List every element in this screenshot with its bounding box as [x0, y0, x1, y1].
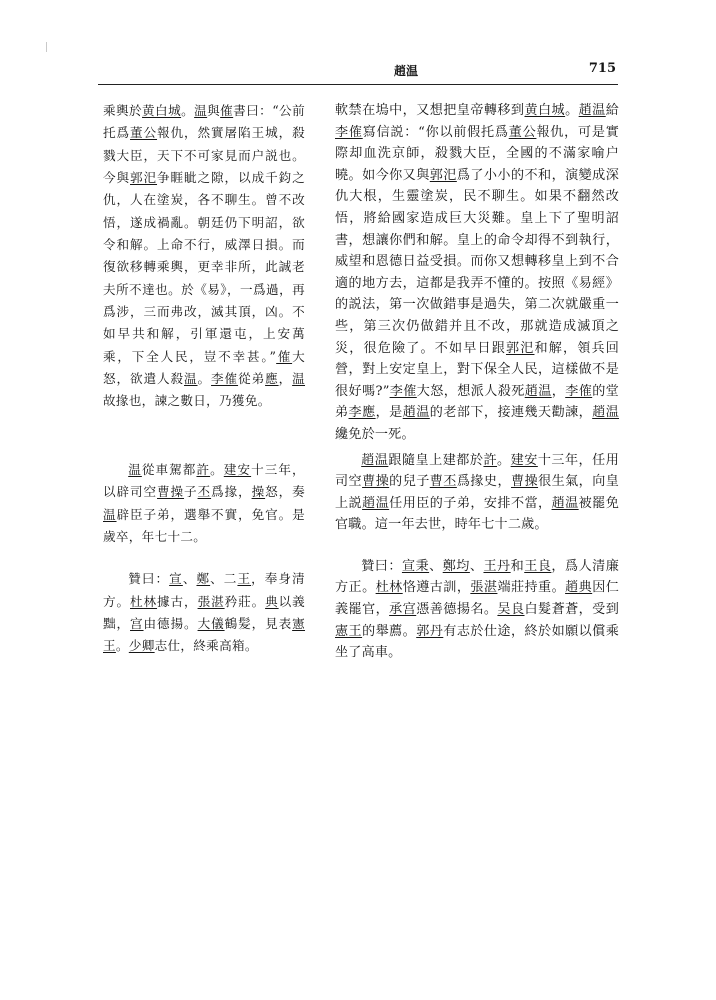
text-run: 子 — [184, 484, 198, 500]
translation-paragraph-2 — [335, 450, 619, 536]
running-header — [98, 62, 618, 85]
text-run: 爲了小小的不和，演變成深仇大根，生靈塗炭，民不聊生。如果不翻然改悟，將給國家造成巨大災難。皇上下了聖明詔書，想讓你們和解。皇上的命令却得不到執行，威望和恩德日益受損。而你又想轉移皇上到不合適的地方去，這都是我弄不懂的。按照《易經》的説法，第一次做錯事是過失，第二次就嚴重一些，第三次仍做錯并且不改，那就造成滅頂之災，很危險了。不如早日跟 — [335, 167, 619, 356]
page-number: 715 — [588, 61, 616, 76]
text-run: 恪遵古訓， — [402, 580, 471, 596]
text-run: 鶴髪，見表 — [224, 615, 293, 631]
text-run: 很生氣，向皇上説 — [335, 474, 620, 511]
text-run: 以義黜， — [103, 593, 306, 631]
translation-column — [335, 100, 619, 664]
text-run: 。 — [115, 638, 129, 654]
proper-name: 李傕 — [565, 383, 593, 399]
proper-name: 温 — [128, 461, 142, 477]
proper-name: 承宫 — [389, 602, 417, 618]
proper-name: 曹操 — [157, 484, 185, 500]
text-run: 。 — [565, 103, 579, 118]
proper-name: 郭汜 — [505, 340, 535, 356]
text-run: 和解，領兵回營，對上安定皇上，對下保全人民，這樣做不是很好嗎?” — [335, 340, 619, 399]
text-run: 贊曰： — [128, 571, 170, 587]
text-run: 寫信説：“你以前假托爲 — [362, 124, 509, 140]
text-run: 。 — [497, 452, 511, 468]
text-run: 十三年，任用司空 — [335, 452, 620, 490]
proper-name: 大儀 — [197, 615, 225, 631]
text-run: 、二 — [210, 571, 238, 587]
proper-name: 林 — [143, 593, 158, 609]
text-run: 給 — [605, 103, 620, 118]
text-run: 、 — [182, 571, 197, 587]
text-run: 贊曰： — [361, 558, 402, 574]
text-run: 故掾也，諫之數日，乃獲免。 — [103, 393, 271, 409]
classical-paragraph-2 — [103, 459, 305, 548]
text-run: 與 — [207, 103, 221, 118]
proper-name: 宫 — [130, 615, 144, 631]
proper-name: 鄭均 — [442, 558, 470, 574]
text-run: 的舉薦。 — [362, 623, 417, 639]
proper-name: 趙温 — [551, 495, 579, 511]
proper-name: 建安 — [223, 461, 252, 477]
proper-name: 趙典 — [565, 580, 593, 596]
proper-name: 曹操 — [362, 474, 390, 490]
text-run: 大怒，欲遣人殺 — [103, 348, 305, 387]
text-run: 軟禁在塢中，又想把皇帝轉移到 — [335, 103, 525, 118]
proper-name: 郭汜 — [429, 167, 457, 183]
text-run: 。 — [197, 371, 212, 387]
proper-name: 温 — [292, 371, 306, 387]
proper-name: 黄白城 — [524, 103, 566, 118]
proper-name: 李傕 — [389, 383, 417, 399]
proper-name: 曹丕 — [429, 474, 457, 490]
text-run: 乘輿於 — [103, 103, 143, 118]
text-run: 十三年，以辟司空 — [103, 461, 305, 500]
text-run: 任用臣的子弟，安排不當， — [389, 495, 552, 511]
text-run: 。 — [210, 461, 224, 477]
proper-name: 董公 — [508, 124, 537, 140]
proper-name: 郭丹 — [416, 623, 444, 639]
text-run: 從車駕都 — [141, 461, 197, 477]
proper-name: 宣 — [169, 571, 183, 587]
proper-name: 憲王 — [103, 615, 306, 654]
text-run: 因仁義罷官， — [335, 580, 620, 618]
proper-name: 張湛 — [470, 580, 498, 596]
text-run: 爲掾， — [211, 484, 252, 500]
proper-name: 郭汜 — [130, 170, 158, 186]
text-run: 據古， — [157, 593, 198, 609]
proper-name: 李傕 — [211, 371, 239, 387]
text-run: ， — [278, 371, 293, 387]
text-run: 由德揚。 — [143, 615, 198, 631]
proper-name: 趙温 — [361, 452, 389, 468]
proper-name: 王良 — [524, 558, 552, 574]
proper-name: 傕 — [220, 103, 234, 118]
proper-name: 許 — [196, 461, 211, 477]
proper-name: 趙温 — [578, 103, 606, 118]
running-title: 趙温 — [394, 64, 419, 78]
proper-name: 董公 — [130, 125, 158, 141]
proper-name: 傕 — [276, 348, 293, 364]
text-run: 的兒子 — [389, 474, 430, 490]
text-run: 有志於仕途，終於如願以償乘坐了高車。 — [335, 623, 619, 661]
proper-name: 吴良 — [497, 602, 525, 618]
classical-paragraph-1 — [103, 100, 305, 413]
text-run: 怒，奏 — [265, 484, 305, 500]
proper-name: 宣秉 — [401, 558, 430, 574]
text-run: 矜莊。 — [224, 593, 266, 609]
proper-name: 應 — [265, 371, 279, 387]
proper-name: 黄白城 — [142, 103, 182, 118]
text-run: ，奉身清方。 — [103, 571, 305, 609]
proper-name: 鄭 — [196, 571, 211, 587]
proper-name: 王 — [237, 571, 252, 587]
text-run: 報仇，然實屠陷王城，殺戮大臣，天下不可家見而户説也。今與 — [103, 125, 305, 186]
proper-name: 杜 — [130, 593, 144, 609]
text-run: ，爲人清廉方正。 — [335, 558, 620, 596]
text-run: ，是 — [375, 405, 403, 421]
text-run: 的老部下，接連幾天勸諫， — [429, 405, 593, 421]
text-run: 憑善德揚名。 — [416, 602, 498, 618]
text-run: 書曰：“公前托爲 — [103, 103, 305, 141]
proper-name: 建安 — [510, 452, 538, 468]
classical-paragraph-3 — [103, 568, 305, 657]
text-run: 纔免於一死。 — [335, 426, 415, 442]
text-run: 、 — [429, 558, 443, 574]
proper-name: 趙温 — [592, 405, 620, 421]
proper-name: 李傕 — [335, 124, 363, 140]
proper-name: 曹操 — [510, 474, 539, 490]
proper-name: 趙温 — [524, 383, 552, 399]
text-run: 、 — [469, 558, 484, 574]
scan-mark — [46, 42, 51, 52]
text-run: ， — [551, 383, 566, 399]
text-run: 白髮蒼蒼，受到 — [524, 602, 619, 618]
text-run: 大怒，想派人殺死 — [416, 383, 525, 399]
text-run: 和 — [510, 558, 525, 574]
text-run: 從弟 — [238, 371, 266, 387]
proper-name: 許 — [483, 452, 498, 468]
proper-name: 少卿 — [128, 638, 155, 654]
proper-name: 王丹 — [483, 558, 511, 574]
text-run: 被罷免官職。這一年去世，時年七十二歲。 — [335, 495, 620, 533]
proper-name: 杜林 — [375, 580, 403, 596]
text-run: 爲掾史， — [456, 474, 511, 490]
text-run: 。 — [181, 103, 195, 118]
text-run: 争睚眦之隙，以成千鈞之仇，人在塗炭，各不聊生。曾不改悟，遂成禍亂。朝廷仍下明詔，欲令和解。上命不行，威澤日損。而復欲移轉乘輿，更幸非所，此誠老夫所不達也。於《易》，一爲過，再爲涉，三而弗改，滅其頂，凶。不如早共和解，引軍還屯，上安萬乘，下全人民，豈不幸甚。” — [103, 170, 305, 364]
proper-name: 張湛 — [197, 593, 225, 609]
proper-name: 操 — [251, 484, 266, 500]
text-run: 志仕，終乘高箱。 — [154, 638, 258, 654]
proper-name: 温 — [194, 103, 208, 118]
translation-paragraph-3 — [335, 556, 619, 664]
proper-name: 温 — [103, 506, 117, 522]
classical-text-column — [103, 100, 305, 658]
proper-name: 典 — [265, 593, 279, 609]
proper-name: 趙温 — [402, 405, 430, 421]
text-run: 的堂弟 — [335, 383, 619, 421]
proper-name: 温 — [184, 371, 198, 387]
proper-name: 趙温 — [362, 495, 390, 511]
proper-name: 丕 — [197, 484, 212, 500]
translation-paragraph-1 — [335, 100, 619, 446]
text-run: 端莊持重。 — [497, 580, 566, 596]
text-run: 報仇，可是實際却血洗京師，殺戮大臣，全國的不滿家喻户曉。如今你又與 — [335, 124, 620, 183]
proper-name: 憲王 — [335, 623, 363, 639]
text-run: 辟臣子弟，選舉不實，免官。是歲卒，年七十二。 — [103, 506, 305, 544]
text-run: 跟隨皇上建都於 — [388, 452, 484, 468]
proper-name: 李應 — [348, 405, 376, 421]
